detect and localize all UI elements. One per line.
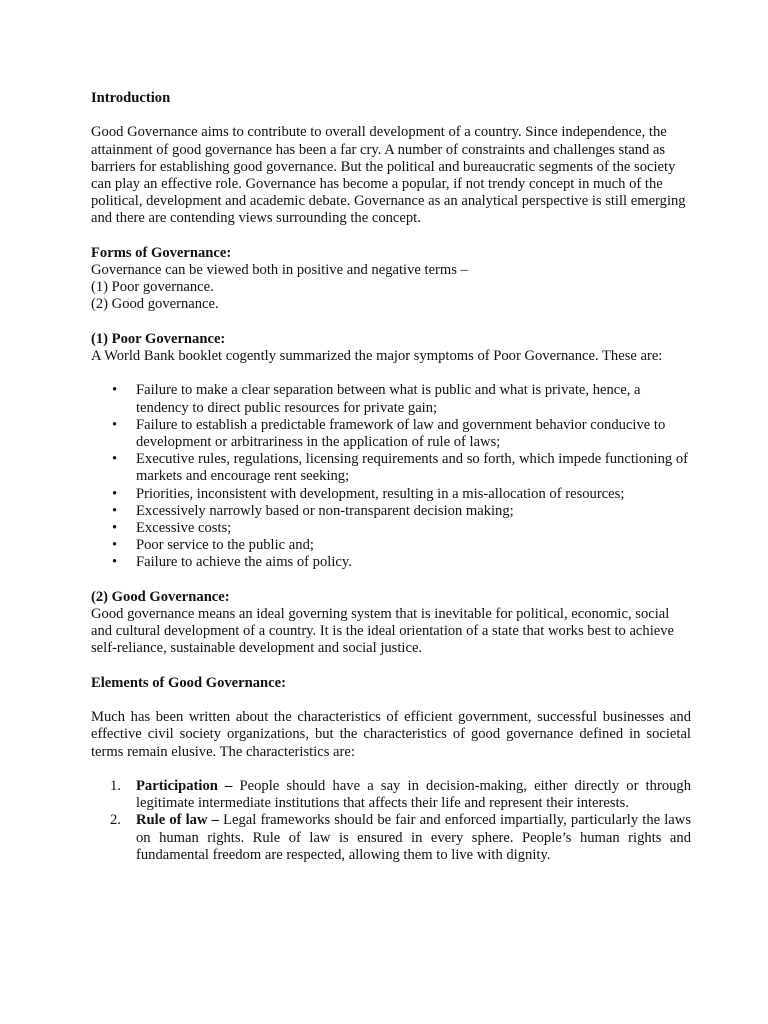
bullet-icon: •	[112, 520, 118, 537]
list-item-text: Poor service to the public and;	[136, 537, 314, 554]
poor-governance-list	[91, 382, 691, 571]
list-item	[91, 778, 691, 812]
bullet-icon: •	[112, 537, 118, 554]
bullet-icon: •	[112, 554, 118, 571]
bullet-icon: •	[112, 485, 118, 502]
good-governance-paragraph: Good governance means an ideal governing system that is inevitable for political, economic, social and cultural development of a country. It is the ideal orientation of a state that works best to achieve self-reliance, sustainable development and social justice.	[91, 606, 675, 657]
list-item	[91, 554, 691, 571]
forms-line: Governance can be viewed both in positive and negative terms –	[91, 262, 468, 278]
item-term: Rule of law –	[136, 812, 219, 829]
item-term: Participation –	[136, 778, 233, 794]
bullet-icon: •	[112, 502, 118, 519]
forms-heading: Forms of Governance:	[91, 244, 232, 261]
list-item-text: Excessively narrowly based or non-transparent decision making;	[136, 502, 514, 519]
forms-line: (2) Good governance.	[91, 296, 219, 313]
document-page	[91, 90, 691, 864]
list-item	[91, 451, 691, 485]
list-item-text: Priorities, inconsistent with development, resulting in a mis-allocation of resources;	[136, 485, 625, 502]
elements-list	[91, 778, 691, 864]
introduction-paragraph: Good Governance aims to contribute to overall development of a country. Since independence, the attainment of good governance has been a far cry. A number of constraints and challenges stand as barriers for establishing good governance. But the political and bureaucratic segments of the society can play an effective role. Governance has become a popular, if not trendy concept in much of the political, development and academic debate. Governance as an analytical perspective is still emerging and there are contending views surrounding the concept.	[91, 124, 686, 227]
good-governance-heading: (2) Good Governance:	[91, 588, 230, 605]
bullet-icon: •	[112, 451, 118, 468]
list-item	[91, 537, 691, 554]
item-number: 1.	[110, 778, 121, 794]
list-item-text: Executive rules, regulations, licensing requirements and so forth, which impede functioning of markets and encourage rent seeking;	[136, 451, 688, 485]
bullet-icon: •	[112, 416, 118, 433]
list-item-text: Failure to achieve the aims of policy.	[136, 554, 352, 571]
introduction-heading: Introduction	[91, 90, 171, 106]
list-item-text: Failure to make a clear separation between what is public and what is private, hence, a tendency to direct public resources for private gain;	[136, 382, 641, 416]
list-item-text: Excessive costs;	[136, 520, 232, 537]
elements-heading: Elements of Good Governance:	[91, 674, 286, 691]
bullet-icon: •	[112, 382, 118, 399]
forms-line: (1) Poor governance.	[91, 279, 214, 296]
list-item	[91, 812, 691, 864]
list-item	[91, 503, 691, 520]
poor-governance-intro: A World Bank booklet cogently summarized the major symptoms of Poor Governance. These are:	[91, 348, 663, 364]
poor-governance-heading: (1) Poor Governance:	[91, 330, 226, 347]
list-item	[91, 486, 691, 503]
list-item	[91, 417, 691, 451]
item-text: Legal frameworks should be fair and enforced impartially, particularly the laws on human rights. Rule of law is ensured in every sphere. People’s human rights and fundamental freedom are respected, allowing them to live with dignity.	[136, 812, 692, 863]
list-item	[91, 520, 691, 537]
list-item	[91, 382, 691, 416]
item-number: 2.	[110, 812, 121, 829]
item-text: People should have a say in decision-making, either directly or through legitimate intermediate institutions that affects their life and represent their interests.	[136, 778, 692, 812]
list-item-text: Failure to establish a predictable framework of law and government behavior conducive to development or arbitrariness in the application of rule of laws;	[136, 416, 666, 450]
elements-paragraph: Much has been written about the characteristics of efficient government, successful businesses and effective civil society organizations, but the characteristics of good governance defined in societal terms remain elusive. The characteristics are:	[91, 709, 691, 760]
